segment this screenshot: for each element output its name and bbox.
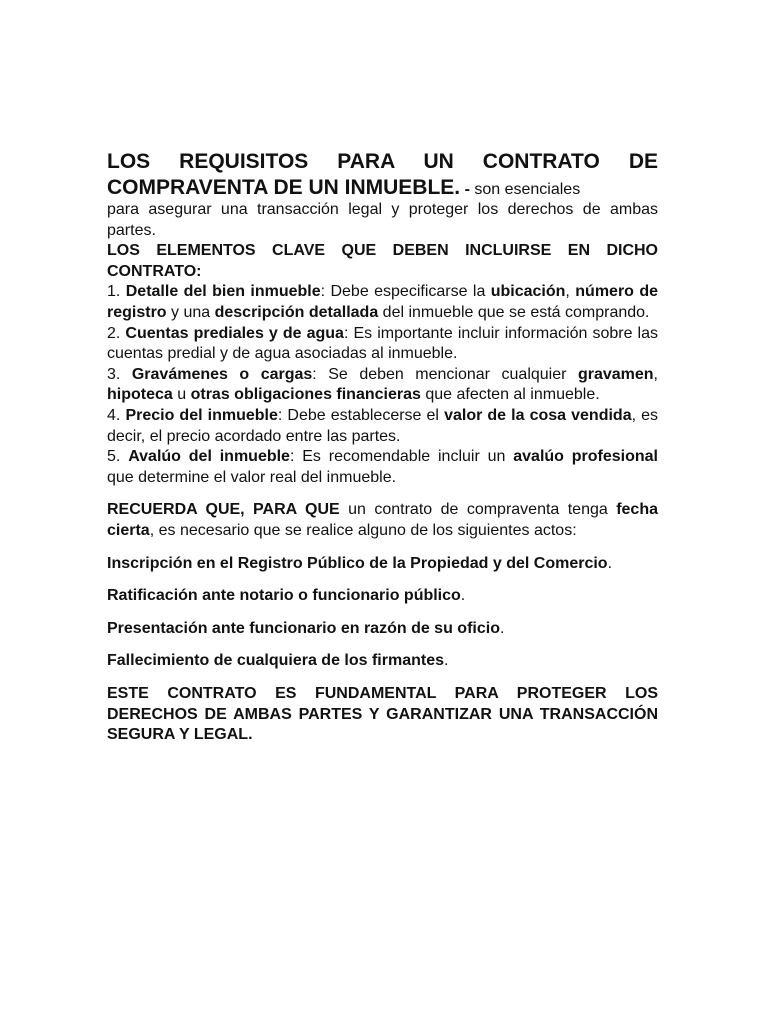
- act-text: Inscripción en el Registro Público de la Propiedad y del Comercio: [107, 554, 608, 572]
- item-bold: número de registro: [107, 283, 659, 322]
- item-text: que afecten al inmueble.: [420, 386, 600, 404]
- act-text: Presentación ante funcionario en razón de su oficio: [107, 619, 500, 637]
- reminder-paragraph: [107, 500, 658, 541]
- list-item-4: [107, 406, 658, 447]
- item-label: Avalúo del inmueble: [128, 448, 290, 466]
- item-text: que determine el valor real del inmueble.: [107, 468, 397, 486]
- item-text: : Es recomendable incluir un: [289, 448, 514, 466]
- list-item-5: [107, 447, 658, 488]
- act-item-1: [107, 554, 658, 575]
- item-text: : Debe especificarse la: [320, 283, 491, 301]
- item-bold: gravamen: [577, 365, 654, 383]
- reminder-bold: RECUERDA QUE, PARA QUE: [107, 501, 340, 519]
- reminder-text: , es necesario que se realice alguno de los siguientes actos:: [149, 522, 577, 539]
- item-number: 1.: [107, 283, 121, 301]
- act-item-2: [107, 586, 658, 607]
- item-number: 3.: [107, 365, 121, 383]
- act-end: .: [444, 652, 449, 670]
- elements-heading: LOS ELEMENTOS CLAVE QUE DEBEN INCLUIRSE EN DICHO CONTRATO:: [107, 242, 658, 280]
- item-text: : Debe establecerse el: [277, 407, 445, 425]
- reminder-text: un contrato de compraventa tenga: [339, 501, 617, 519]
- item-label: Precio del inmueble: [125, 407, 278, 425]
- item-bold: otras obligaciones financieras: [190, 386, 421, 404]
- closing-statement: ESTE CONTRATO ES FUNDAMENTAL PARA PROTEGER LOS DERECHOS DE AMBAS PARTES Y GARANTIZAR UNA TRANSACCIÓN SEGURA Y LEGAL.: [107, 684, 658, 744]
- item-number: 4.: [107, 407, 121, 425]
- item-bold: descripción detallada: [214, 304, 379, 322]
- act-text: Fallecimiento de cualquiera de los firmantes: [107, 652, 444, 670]
- item-text: u: [172, 386, 191, 404]
- list-item-2: [107, 324, 658, 365]
- title-dash: -: [460, 180, 470, 198]
- act-item-4: [107, 651, 658, 672]
- document-page: [107, 149, 658, 746]
- item-bold: avalúo profesional: [513, 448, 659, 466]
- intro-tail: son esenciales: [469, 180, 581, 198]
- item-label: Gravámenes o cargas: [131, 365, 313, 383]
- reminder-bold-term: fecha cierta: [107, 501, 658, 539]
- act-end: .: [607, 554, 613, 572]
- item-bold: valor de la cosa vendida: [444, 407, 632, 425]
- list-item-3: [107, 365, 658, 406]
- act-end: .: [460, 587, 466, 605]
- item-bold: ubicación: [490, 283, 566, 301]
- item-text: , es decir, el precio acordado entre las partes.: [107, 407, 659, 445]
- item-number: 5.: [107, 448, 121, 466]
- list-item-1: [107, 282, 658, 323]
- item-text: : Se deben mencionar cualquier: [312, 365, 578, 383]
- item-label: Cuentas prediales y de agua: [125, 324, 344, 342]
- item-text: y una: [166, 304, 215, 322]
- item-number: 2.: [107, 324, 121, 342]
- item-label: Detalle del bien inmueble: [125, 283, 321, 301]
- act-item-3: [107, 619, 658, 640]
- act-text: Ratificación ante notario o funcionario público: [107, 587, 461, 605]
- item-text: del inmueble que se está comprando.: [378, 304, 650, 322]
- document-title-line-2: COMPRAVENTA DE UN INMUEBLE.: [107, 175, 461, 199]
- item-text: ,: [653, 365, 658, 383]
- item-bold: hipoteca: [107, 386, 173, 404]
- act-end: .: [499, 619, 505, 637]
- document-title-block: [107, 175, 658, 201]
- intro-text: para asegurar una transacción legal y proteger los derechos de ambas partes.: [107, 201, 658, 239]
- item-text: ,: [565, 283, 576, 301]
- item-text: : Es importante incluir información sobre las cuentas predial y de agua asociadas al inmueble.: [107, 324, 658, 363]
- document-title-line-1: LOS REQUISITOS PARA UN CONTRATO DE: [107, 150, 658, 173]
